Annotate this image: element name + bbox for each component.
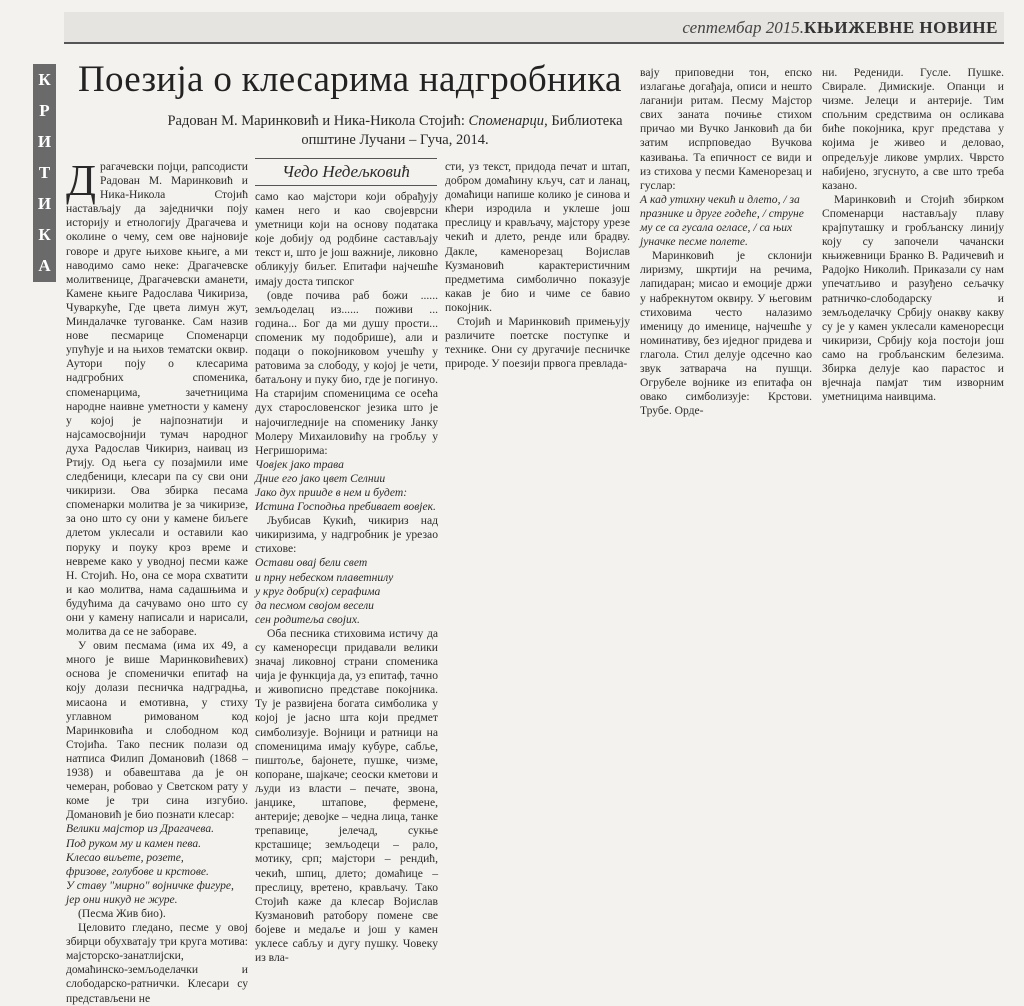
paragraph: вају приповедни тон, епско излагање догађаја, описи и нешто лаганији ритам. Песму Мајстор свих заната почиње стихом причао ми Вучко Јанковић да би затим испрповедао Вучкова казивања. Та епичност се види и из стихова у песми Каменорезац и гуслар: <box>640 66 812 192</box>
publication-name: КЊИЖЕВНЕ НОВИНЕ <box>804 18 998 37</box>
section-letter: И <box>37 131 52 151</box>
column-2 <box>255 190 438 965</box>
subtitle-book: Споменарци <box>468 113 545 129</box>
paragraph: Маринковић и Стојић збирком Споменарци настављају плаву крајпуташку и гробљанску линију коју су започели чачански књижевници Бранко В. Радичевић и Радојко Николић. Приказали су нам упечатљиво и разуђено сељачку ратничко-слободарску и земљоделачку Србију онакву какву су је у камен уклесали каменоресци чикиризи, Србију која постоји још само на гробљанским белезима. Збирка делује као парастос и вјечнаја памјат тим изворним уметницима наивцима. <box>822 192 1004 404</box>
section-letter: К <box>38 69 51 89</box>
verse-line: да песмом својом весели <box>255 598 374 612</box>
section-letter: Т <box>38 162 51 182</box>
section-letter: А <box>38 256 51 276</box>
verse-line: У ставу "мирно" војничке фигуре, <box>66 878 234 892</box>
verse-line: Клесао виљете, розете, <box>66 850 184 864</box>
column-5 <box>822 66 1004 404</box>
article-title: Поезија о клесарима надгробника <box>78 59 622 100</box>
paragraph: (Песма Жив био). <box>78 906 166 920</box>
verse-line: Истина Господња пребивает вовјек. <box>255 500 436 514</box>
paragraph: Стојић и Маринковић примењују различите поетске поступке и технике. Они су другачије песничке природе. У поезији првога превлада- <box>445 315 630 371</box>
section-letter: К <box>38 225 51 245</box>
article-author: Чедо Недељковић <box>255 158 437 186</box>
drop-cap: Д <box>66 156 97 205</box>
column-4 <box>640 66 812 418</box>
verse-line: сен родитеља својих. <box>255 612 360 626</box>
verse-line: и прну небеском плаветнилу <box>255 570 394 584</box>
article-subtitle <box>150 112 640 150</box>
paragraph: (овде почива раб божи ...... земљоделац из...... поживи ... година... Бог да ми душу прости... споменик му подобрише), али и подаци о покојниковом учешћу у ратовима за слободу, у којој је чети, батаљону и пуку био, где је погинуо. На старијим споменицима се осећа дух старословенског језика што је најочигледније на споменику Јанку Молеру Михаиловићу на гробљу у Негришорима: <box>255 288 438 457</box>
paragraph: Целовито гледано, песме у овој збирци обухватају три круга мотива: мајсторско-занатлијски, домаћинско-земљоделачки и слободарско-ратнички. Клесари су представљени не <box>66 921 248 1005</box>
page-header <box>64 12 1004 44</box>
verse-line: Велики мајстор из Драгачева. <box>66 822 215 836</box>
subtitle-rest: , Библиотека општине Лучани – Гуча, 2014. <box>301 113 623 148</box>
verse-line: фризове, голубове и крстове. <box>66 864 209 878</box>
paragraph: ни. Редениди. Гусле. Пушке. Свирале. Димискије. Опанци и чизме. Јелеци и антерије. Тим спољним средствима он осликава биће покојника, круг представа у којима је живео и деловао, опредељује ликове умрлих. Чврсто набијено, згуснуто, а све што треба казано. <box>822 66 1004 192</box>
column-1 <box>66 156 248 1006</box>
verse-line: Под руком му и камен пева. <box>66 836 202 850</box>
subtitle-authors: Радован М. Маринковић и Ника-Никола Стојић: <box>167 113 465 129</box>
verse-line: Дние его јако цвет Селнии <box>255 471 386 485</box>
verse-line: Човјек јако трава <box>255 457 344 471</box>
paragraph: Оба песника стиховима истичу да су каменоресци придавали велики значај ликовној страни споменика чија је функција да, уз епитаф, тачно и живописно представе покојника. Ту је развијена богата симболика у којој је јасно шта који предмет симболизује. Војници и ратници на споменицима имају кубуре, сабље, пиштоље, бајонете, пушке, чизме, копоране, шајкаче; сеоски кметови и људи из власти – печате, звона, јанџике, штапове, фермене, антерије; девојке – чедна лица, танке трепавице, јелечад, сукње крсташице; земљодеци – рало, мотику, срп; мајстори – рендић, чекић, шпиц, длето; домаћице – преслицу, вретено, крављачу. Тако Стојић каже да клесар Војислав Кузмановић ратобору помене све бојеве и медаље и још у камен уклесе сабљу и дугу пушку. Човеку из вла- <box>255 626 438 965</box>
paragraph: само као мајстори који обрађују камен него и као својеврсни уметници који на основу података које добију од родбине састављају текст и, што је још важније, ликовно обликују биљег. Епитафи најчешће имају доста типског <box>255 190 438 288</box>
paragraph: Маринковић је склонији лиризму, шкртији на речима, лапидаран; мисао и емоције држи у набрекнутом оквиру. У његовим стиховима често налазимо именицу до именице, најчешће у номинативу, без иједног придева и глагола. Стил делује одсечно као звук затварача на пушци. Огрубеле војнике из епитафа он овако симболизује: Крстови. Трубе. Орде- <box>640 249 812 418</box>
section-label-kritika <box>33 64 56 282</box>
verse-line: Јако дух прииде в нем и будет: <box>255 485 408 499</box>
section-letter: И <box>37 194 52 214</box>
verse-line: јер они никуд не журе. <box>66 892 178 906</box>
paragraph: У овим песмама (има их 49, а много је више Маринковићевих) основа је споменички епитаф на коју долази песничка надградња, мисаона и емотивна, у стиху углавном римованом код Маринковића и слободном код Стојића. Тако песник полази од натписа Филип Домановић (1868 – 1938) и обавештава да је он чемеран, робовао у Светском рату у коме је три сина изгубио. Домановић је био познати клесар: <box>66 639 248 822</box>
paragraph: Љубисав Кукић, чикириз над чикиризима, у надгробник је урезао стихове: <box>255 514 438 556</box>
verse-line: Остави овај бели свет <box>255 556 368 570</box>
verse-line: у круг добри(х) серафима <box>255 584 381 598</box>
issue-date: септембар 2015. <box>682 18 804 37</box>
column-3 <box>445 160 630 371</box>
paragraph: сти, уз текст, придода печат и штап, добром домаћину кључ, сат и ланац, домаћици напише колико је синова и кћери изродила и уклеше још преслицу и крављачу, мајстору урезе чекић и длето, ренде или брадву. Дакле, каменорезац Војислав Кузмановић карактеристичним предметима симболично показује какав је био и чиме се бавио покојник. <box>445 160 630 314</box>
verse-line: А кад утихну чекић и длето, / за празнике и друге годеће, / струне му се са гусала огласе, / са њих јуначке песме полете. <box>640 192 804 249</box>
paragraph: Драгачевски појци, рапсодисти Радован М. Маринковић и Ника-Никола Стојић настављају да заједнички поју историју и етнологију Драгачева и околине о чему, сем ове најновије говоре и друге њихове књиге, а ми наводимо само неке: Драгачевске молитвенице, Драгачевски аманети, Камене књиге Радослава Чикириза, Чуваркуће, Где цвета лимун жут, Миндалачке тугованке. Сам назив нове песмарице Споменарци упућује и на њихов тематски оквир. Аутори поју о клесарима надгробних споменика, споменарцима, зачетницима народне наивне уметности у камену у којој је најпознатији и најсамосвојнији тумач народног духа Радослав Чикириз, наивац из Ртију. Од њега су позајмили име следбеници, клесари па су сви они чикиризи. Ова збирка песама споменарки молитва је за чикиризе, за оно што су они у камене биљеге длетом уклесали и оставили као поруку и поуку кроз време и невреме како у уводној песми каже Н. Стојић. Но, она се мора схватити и као молитва, нама садашњима и будућима да сачувамо оно што су они у камену написали и нарисали, молитва да се не забораве. <box>66 156 248 639</box>
section-letter: Р <box>39 100 50 120</box>
